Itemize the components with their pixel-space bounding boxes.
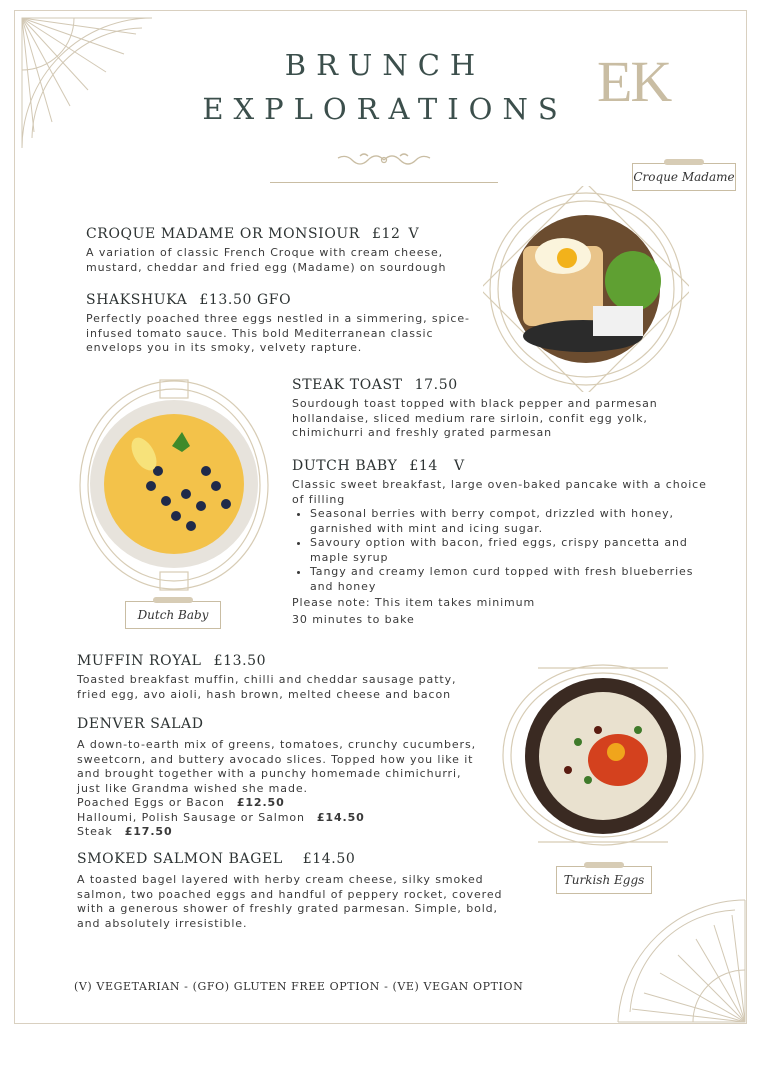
denver-salad-title [77,716,204,732]
shakshuka-description [86,312,486,356]
item-desc: A toasted bagel layered with herby cream cheese, silky smoked salmon, two poached eggs and handful of peppery rocket, covered with a generous shower of freshly grated parmesan. Simple, bold, and absolutely irresistible. [77,873,503,930]
addon-line [77,825,487,840]
item-price: £12 [371,226,401,242]
item-tag: V [453,458,465,474]
croque-description [86,246,476,275]
item-price: £13.50 GFO [199,292,292,308]
shakshuka-title [86,292,291,308]
dutch-baby-description [292,478,712,627]
item-name: DENVER SALAD [77,716,204,732]
steak-toast-title [292,377,458,393]
addon-price: £12.50 [236,796,285,809]
caption-bar [153,597,193,603]
list-item: • Tangy and creamy lemon curd topped with fresh blueberries and honey [310,565,712,594]
bagel-description [77,873,507,931]
dietary-legend: (V) VEGETARIAN - (GFO) GLUTEN FREE OPTION - (VE) VEGAN OPTION [74,980,524,993]
list-item: • Savoury option with bacon, fried eggs, crispy pancetta and maple syrup [310,536,712,565]
corner-fan-bottom-right [610,895,750,1027]
addon-line [77,811,487,826]
caption-bar [664,159,704,165]
caption-text: Croque Madame [633,170,735,184]
filling-options-list [292,507,712,594]
page-title-line2: EXPLORATIONS [202,92,568,126]
croque-title [86,226,419,242]
corner-fan-top-left [14,10,159,155]
item-name: SHAKSHUKA [86,292,188,308]
item-desc: Perfectly poached three eggs nestled in a simmering, spice-infused tomato sauce. This bold Mediterranean classic envelops you in its smoky, velvety rapture. [86,312,470,354]
item-name: CROQUE MADAME OR MONSIOUR [86,226,360,242]
caption-text: Turkish Eggs [563,873,645,887]
addon-label: Halloumi, Polish Sausage or Salmon [77,810,305,824]
bake-note-line1: Please note: This item takes minimum [292,596,536,609]
addon-price: £14.50 [316,810,365,824]
bagel-title [77,851,355,867]
item-desc: Toasted breakfast muffin, chilli and cheddar sausage patty, fried egg, avo aioli, hash brown, melted cheese and bacon [77,673,457,701]
header-divider [270,182,498,183]
addon-price: £17.50 [124,825,173,838]
muffin-royal-description [77,673,477,702]
item-price: £14 [409,458,438,474]
dutch-baby-caption [125,601,221,629]
addon-label: Poached Eggs or Bacon [77,796,225,809]
caption-bar [584,862,624,868]
flourish-ornament [330,150,438,170]
turkish-eggs-caption [556,866,652,894]
addon-label: Steak [77,825,113,838]
addon-line [77,796,487,811]
turkish-eggs-photo [498,660,708,850]
item-desc: Sourdough toast topped with black pepper and parmesan hollandaise, sliced medium rare sirloin, confit egg yolk, chimichurri and freshly grated parmesan [292,397,658,439]
croque-madame-photo [483,186,689,392]
dutch-baby-title [292,458,465,474]
croque-madame-caption [632,163,736,191]
caption-text: Dutch Baby [137,608,209,622]
item-price: £14.50 [302,851,356,867]
page-title-line1: BRUNCH [284,48,486,82]
item-price: £13.50 [213,653,267,669]
item-name: SMOKED SALMON BAGEL [77,851,283,867]
item-tag: V [408,226,420,242]
dutch-baby-photo [76,376,272,594]
item-desc: A down-to-earth mix of greens, tomatoes, crunchy cucumbers, sweetcorn, and buttery avocado slices. Topped how you like it and brought together with a punchy homemade chimichurri, just like Grandma wished she made. [77,738,476,795]
steak-toast-description [292,397,692,441]
brand-logo: EK [597,49,671,114]
item-name: STEAK TOAST [292,377,403,393]
muffin-royal-title [77,653,266,669]
list-item: • Seasonal berries with berry compot, drizzled with honey, garnished with mint and icing sugar. [310,507,712,536]
item-price: 17.50 [414,377,458,393]
item-name: DUTCH BABY [292,458,398,474]
bake-note-line2: 30 minutes to bake [292,612,415,626]
denver-salad-description [77,738,487,840]
item-desc: A variation of classic French Croque with cream cheese, mustard, cheddar and fried egg (Madame) on sourdough [86,246,447,274]
item-name: MUFFIN ROYAL [77,653,202,669]
item-desc: Classic sweet breakfast, large oven-baked pancake with a choice of filling [292,478,707,506]
